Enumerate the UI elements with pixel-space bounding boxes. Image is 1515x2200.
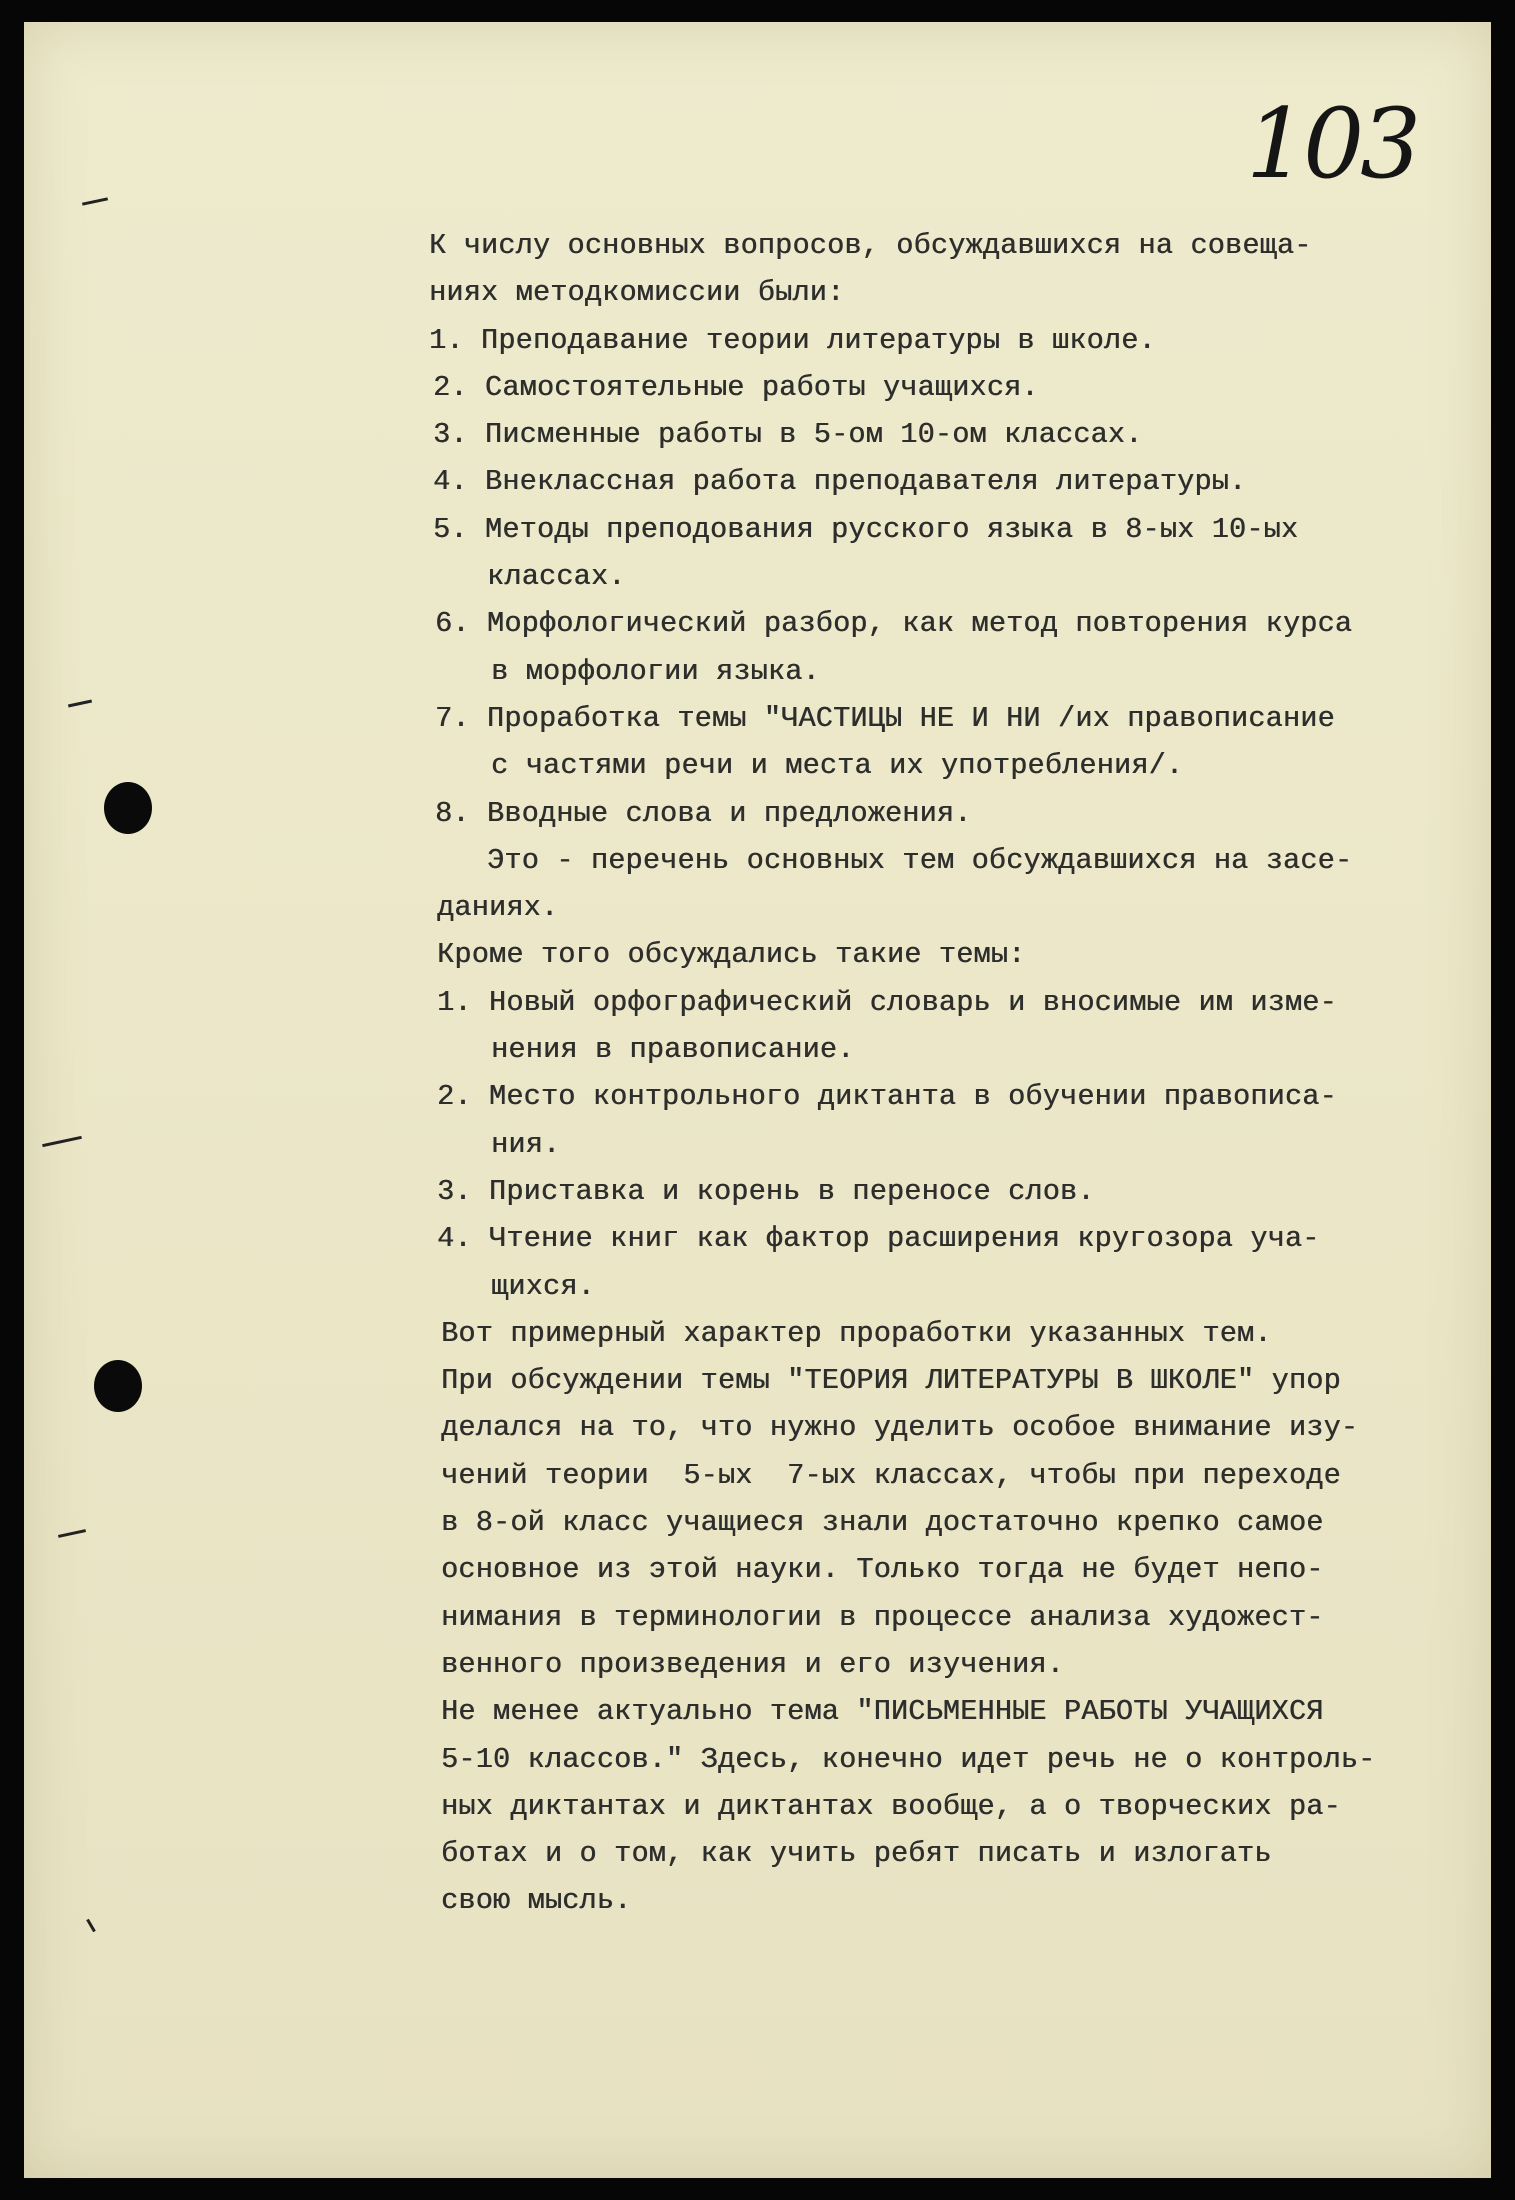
text-line: нимания в терминологии в процессе анализа художест-	[441, 1600, 1324, 1634]
text-line: Это - перечень основных тем обсуждавшихся на засе-	[487, 843, 1353, 877]
text-line: 4. Чтение книг как фактор расширения кругозора уча-	[437, 1222, 1320, 1256]
text-line: в 8-ой класс учащиеся знали достаточно крепко самое	[441, 1506, 1324, 1540]
margin-mark	[42, 1136, 82, 1147]
page-number: 103	[1246, 88, 1418, 200]
text-line: ния.	[491, 1127, 561, 1161]
punch-hole-upper	[104, 782, 152, 834]
text-line: ботах и о том, как учить ребят писать и излогать	[441, 1837, 1272, 1871]
margin-mark	[86, 1919, 96, 1933]
text-line: 5. Методы преподования русского языка в 8-ых 10-ых	[433, 512, 1299, 546]
text-line: венного произведения и его изучения.	[441, 1647, 1064, 1681]
text-line: щихся.	[491, 1269, 595, 1303]
text-line: основное из этой науки. Только тогда не будет непо-	[441, 1553, 1324, 1587]
text-line: делался на то, что нужно уделить особое внимание изу-	[441, 1411, 1359, 1445]
text-line: 2. Место контрольного диктанта в обучении правописа-	[437, 1080, 1337, 1114]
text-line: Вот примерный характер проработки указанных тем.	[441, 1316, 1272, 1350]
text-line: 7. Проработка темы "ЧАСТИЦЫ НЕ И НИ /их правописание	[435, 701, 1335, 735]
text-line: чений теории 5-ых 7-ых классах, чтобы при переходе	[441, 1458, 1341, 1492]
document-page	[24, 22, 1491, 2178]
text-line: нения в правописание.	[491, 1033, 855, 1067]
margin-mark	[82, 197, 108, 205]
text-line: Не менее актуально тема "ПИСЬМЕННЫЕ РАБОТЫ УЧАЩИХСЯ	[441, 1695, 1324, 1729]
text-line: 3. Писменные работы в 5-ом 10-ом классах.	[433, 418, 1143, 452]
text-line: 8. Вводные слова и предложения.	[435, 796, 972, 830]
text-line: 5-10 классов." Здесь, конечно идет речь не о контроль-	[441, 1742, 1376, 1776]
text-line: даниях.	[437, 891, 559, 925]
text-line: 3. Приставка и корень в переносе слов.	[437, 1174, 1095, 1208]
text-line: с частями речи и места их употребления/.	[491, 749, 1184, 783]
text-line: К числу основных вопросов, обсуждавшихся на совеща-	[429, 229, 1312, 262]
text-line: 1. Новый орфографический словарь и вносимые им изме-	[437, 985, 1337, 1019]
text-line: 2. Самостоятельные работы учащихся.	[433, 370, 1039, 404]
text-line: 4. Внеклассная работа преподавателя литературы.	[433, 465, 1247, 499]
text-line: ных диктантах и диктантах вообще, а о творческих ра-	[441, 1789, 1341, 1823]
margin-mark	[68, 700, 92, 708]
text-line: свою мысль.	[441, 1884, 632, 1918]
text-line: ниях методкомиссии были:	[429, 276, 845, 310]
punch-hole-lower	[94, 1360, 142, 1412]
margin-mark	[58, 1529, 86, 1538]
typed-text	[429, 222, 1459, 1925]
text-line: классах.	[487, 560, 626, 594]
text-line: 6. Морфологический разбор, как метод повторения курса	[435, 607, 1353, 641]
text-line: Кроме того обсуждались такие темы:	[437, 938, 1026, 972]
text-line: в морфологии языка.	[491, 654, 820, 688]
text-line: 1. Преподавание теории литературы в школе.	[429, 323, 1156, 357]
text-line: При обсуждении темы "ТЕОРИЯ ЛИТЕРАТУРЫ В ШКОЛЕ" упор	[441, 1364, 1341, 1398]
